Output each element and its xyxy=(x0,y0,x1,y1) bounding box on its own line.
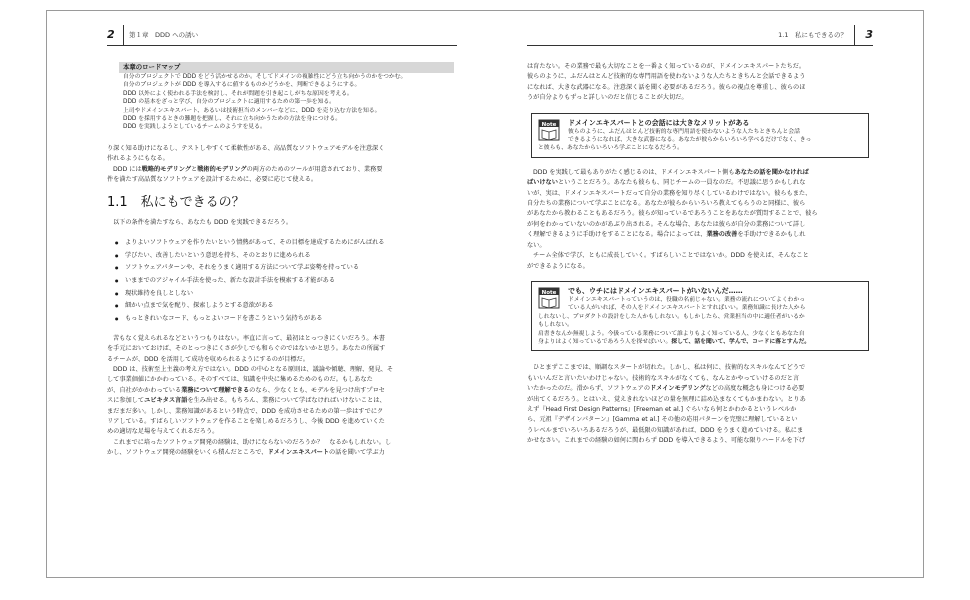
text-line: めの適切な足場を与えてくれるだろう。 xyxy=(107,428,219,436)
list-item: ● いままでのアジャイル手法を使った、新たな設計手法を模索する才能がある xyxy=(107,275,457,288)
note-book-icon xyxy=(538,287,560,309)
note-line: ドメインエキスパートっていうのは、役職の名前じゃない。業務の流れについてよくわかっ xyxy=(568,296,806,303)
bold-term: 戦術的モデリング xyxy=(197,165,247,173)
note-line: もしれない。 xyxy=(538,322,573,329)
header-divider xyxy=(854,25,855,45)
bold-term: 戦略的モデリング xyxy=(141,165,192,173)
text-line: ばいけないということだろう。あなたも彼らも、同じチームの一員なのだ。不思議に思うかもしれな xyxy=(527,179,806,187)
roadmap-line: 上司やドメインエキスパート、あるいは技術担当のメンバーなどに、DDD を売り込む方法を知る。 xyxy=(123,107,381,114)
text-line: ひとまずここまでは、順調なスタートが切れた。しかし、私は何に、技術的なスキルなんてどうで xyxy=(533,364,806,372)
list-item: ● もっときれいなコード、もっとよいコードを書こうという気持ちがある xyxy=(107,313,457,326)
text-line: もいいんだと言いたいわけじゃない。技術的なスキルがなくても、なんとかやっていけるのだと言 xyxy=(527,374,800,382)
note-line: 肩書きなんか無視しよう。今扱っている業務について誰よりもよく知っている人、少なくともあなた自 xyxy=(538,330,805,337)
list-item: ● ソフトウェアパターンや、それをうまく適用する方法について学ぶ姿勢を持っている xyxy=(107,262,457,275)
bold-term: ユビキタス言語 xyxy=(144,397,188,405)
text-line: かせなさい。これまでの経験の如何に関わらず DDD を導入できるよう、可能な限りハードルを下げ xyxy=(527,437,806,445)
paragraph xyxy=(527,62,873,104)
text-line: して事業価値にかかわっている。そのすべては、知識を中央に集めるためのものだ。もしあなた xyxy=(107,376,373,384)
text-line: 苦もなく覚えられるなどというつもりはない。率直に言って、最初はとっつきにくいだろう。本書 xyxy=(113,334,385,342)
text-line: ら、元祖『デザインパターン』[Gamma et al.] その他の応用パターンを完璧に理解しているとい xyxy=(527,416,798,424)
text-line: いたかったのだ。滑からず、ソフトウェアのドメインモデリングなどの高度な概念も身につける必要 xyxy=(527,385,805,393)
note-title: ドメインエキスパートとの会話には大きなメリットがある xyxy=(568,118,750,127)
book-spread xyxy=(46,10,924,578)
text-line: これまでに培ったソフトウェア開発の経験は、助けにならないのだろうか？ なるかもしれない。し xyxy=(113,438,392,446)
bold-term: ばいけない xyxy=(527,179,558,187)
note-line: 身よりはよく知っているであろう人を探せばいい。探して、話を聞いて、学んで、コードに落とすんだ。 xyxy=(538,338,811,345)
note-box xyxy=(531,281,869,351)
text-line: く理解できるように手助けをすることになる。場合によっては、業務の改善を手助けできるかもしれ xyxy=(527,231,806,239)
note-line: できるようになれば、大きな武器になる。あなたが彼らからいろいろ学べるだけでなく、きっ xyxy=(568,137,812,144)
paragraph xyxy=(107,334,457,459)
text-line: があなたから教わることもあるだろう。彼らが知っているであろうことをあなたが質問することで、彼ら xyxy=(527,210,818,218)
bold-term: ドメインエキスパート xyxy=(267,449,330,457)
text-line: を手元においておけば、そのとっつきにくさが少しでも和らぐのではないかと思う。あなたの所属す xyxy=(107,345,386,353)
text-line: うが自分よりもずっと詳しいのだと信じることが大切だ。 xyxy=(527,94,688,102)
roadmap-line: DDD を採用するときの難題を把握し、それに立ち向かうための方法を身につける。 xyxy=(123,116,342,123)
list-item: ● よりよいソフトウェアを作りたいという情熱があって、その目標を達成するためにがんばれる xyxy=(107,237,457,250)
section-title: 1.1 私にもできるの？ xyxy=(107,195,245,211)
note-title: でも、ウチにはドメインエキスパートがいないんだ…… xyxy=(568,286,743,295)
text-line: るチームが、DDD を活用して成功を収められるようにするのが目標だ。 xyxy=(107,355,309,363)
note-box xyxy=(531,113,869,158)
left-page-header xyxy=(107,11,457,46)
section-intro: 以下の条件を満たすなら、あなたも DDD を実践できるだろう。 xyxy=(113,219,293,227)
bold-term: 探して、話を聞いて、学んで、コードに落とすんだ。 xyxy=(671,338,811,345)
note-line: しれないし、プロダクトの設計をした人かもしれない。もしかしたら、営業担当の中に適任者がいるか xyxy=(538,313,805,320)
roadmap-line: 自分のプロジェクトが DDD を導入するに値するものかどうかを、判断できるようにする。 xyxy=(123,82,361,89)
left-page-number: 2 xyxy=(107,28,115,41)
paragraph xyxy=(527,363,873,446)
text-line: 件を満たす高品質なソフトウェアを設計するために、必要に応じて使える。 xyxy=(107,176,318,184)
roadmap-line: DDD 以外によく使われる手法を検討し、それが問題を引き起こしがちな原因を考える。 xyxy=(123,90,353,97)
roadmap-line: 自分のプロジェクトで DDD をどう活かせるのか。そしてドメインの複雑性にどう立ち向かうのかをつかむ。 xyxy=(123,74,407,80)
right-chapter-header: 1.1 私にもできるの？ xyxy=(778,31,847,39)
right-page-number: 3 xyxy=(865,28,873,41)
text-line: が何をわかっていないのかがあぶり出される。そんな場合、あなたは彼らが自分の業務について詳し xyxy=(527,220,806,228)
text-line: チーム全体で学び、ともに成長していく。すばらしいことではないか。DDD を使えば、そんなこと xyxy=(533,252,809,260)
text-line: 彼らのように、ふだんはとんど技術的な専門用語を使わないような人たちときちんと会話できるよう xyxy=(527,73,806,81)
text-line: スに参加してユビキタス言語を生み出せる。もちろん、業務について学ばなければいけないことは、 xyxy=(107,397,386,405)
svg-text:Note: Note xyxy=(541,289,557,296)
text-line: リアしている。すばらしいソフトウェアを作ることを楽しめるだろうし、今後 DDD を進めていくた xyxy=(107,418,385,426)
bold-term: 業務の改善 xyxy=(706,231,738,239)
text-line: うレベルまでいろいろあるだろうが、最低限の知識があれば、DDD をうまく進めていける。私にま xyxy=(527,426,804,434)
text-line: DDD には戦略的モデリングと戦術的モデリングの両方のためのツールが用意されており、業務要 xyxy=(113,165,383,173)
roadmap-line: DDD を実践しようとしているチームのようすを見る。 xyxy=(123,124,266,131)
right-page-header xyxy=(527,11,873,46)
text-line: DDD は、技術至上主義の考え方ではない。DDD の中心となる原則は、議論や傾聴、理解、発見、そ xyxy=(113,366,394,374)
note-book-icon xyxy=(538,119,560,141)
requirements-list xyxy=(107,237,457,326)
bold-term: ドメインモデリング xyxy=(650,385,706,393)
text-line: 作れるようにもなる。 xyxy=(107,155,169,163)
bold-term: 業務について理解できる xyxy=(181,386,250,394)
chapter-roadmap xyxy=(119,62,454,132)
roadmap-line: DDD の基本をざっと学び、自分のプロジェクトに適用するための第一歩を知る。 xyxy=(123,99,335,106)
right-page xyxy=(527,11,873,577)
text-line: ができるようになる。 xyxy=(527,262,589,270)
roadmap-title: 本章のロードマップ xyxy=(119,62,454,73)
note-line: と彼らも、あなたからいろいろ学ぶことになるだろう。 xyxy=(538,145,683,152)
text-line: り深く知る助けになるし、テストしやすくて柔軟性がある、高品質なソフトウェアモデルを注意深く xyxy=(107,144,385,152)
text-line: が出てくるだろう。とはいえ、覚えきれないほどの量を無理に詰め込まなくてもかまわない。とりあ xyxy=(527,395,806,403)
text-line: になれば、大きな武器になる。注意深く話を聞く必要があるだろう。彼らの視点を尊重し、彼らのほ xyxy=(527,83,806,91)
note-line: ている人がいれば、その人をドメインエキスパートとすればいい。業務知識に長けた人から xyxy=(568,305,806,312)
text-line: は育たない。その業務で最も大切なことを一番よく知っているのが、ドメインエキスパートたちだ。 xyxy=(527,63,806,70)
text-line: いが、実は、ドメインエキスパートだって自分の業務を知り尽くしているわけではない。彼らもまた、 xyxy=(527,189,812,197)
list-item: ● 現状維持を良しとしない xyxy=(107,288,457,301)
list-item: ● 学びたい、改善したいという意思を持ち、そのとおりに進められる xyxy=(107,250,457,263)
note-line: 彼らのように、ふだんはとんど技術的な専門用語を使わないような人たちときちんと会話 xyxy=(568,128,800,135)
list-item: ● 細かい点まで気を配り、探索しようとする意欲がある xyxy=(107,300,457,313)
paragraph xyxy=(107,144,457,186)
text-line: 自分たちの業務について学ぶことになる。あなたが彼らからいろいろ教えてもらうのと同様に、彼ら xyxy=(527,200,806,208)
left-page xyxy=(107,11,457,577)
text-line: えず『Head First Design Patterns』[Freeman et al.] ぐらいなら何とかわかるというレベルか xyxy=(527,405,797,413)
text-line: が、自社がかかわっている業務について理解できるのなら、少なくとも、モデルを見つけ出すプロセ xyxy=(107,386,385,394)
paragraph xyxy=(527,168,873,272)
header-divider xyxy=(123,25,124,45)
text-line: DDD を実践して最もありがたく感じるのは、ドメインエキスパート側もあなたの話を聞かなければ xyxy=(533,168,809,176)
bold-term: あなたの話を聞かなければ xyxy=(734,168,809,176)
text-line: ない。 xyxy=(527,241,546,249)
text-line: まだまだ多い。しかし、業務知識があるという時点で、DDD を成功させるための第一歩はすでにク xyxy=(107,407,384,415)
left-chapter-header: 第１章 DDD への誘い xyxy=(129,31,199,39)
svg-text:Note: Note xyxy=(541,121,557,128)
text-line: かし、ソフトウェア開発の経験をいくら積んだところで、ドメインエキスパートの話を聞いて学ぶ力 xyxy=(107,449,385,457)
